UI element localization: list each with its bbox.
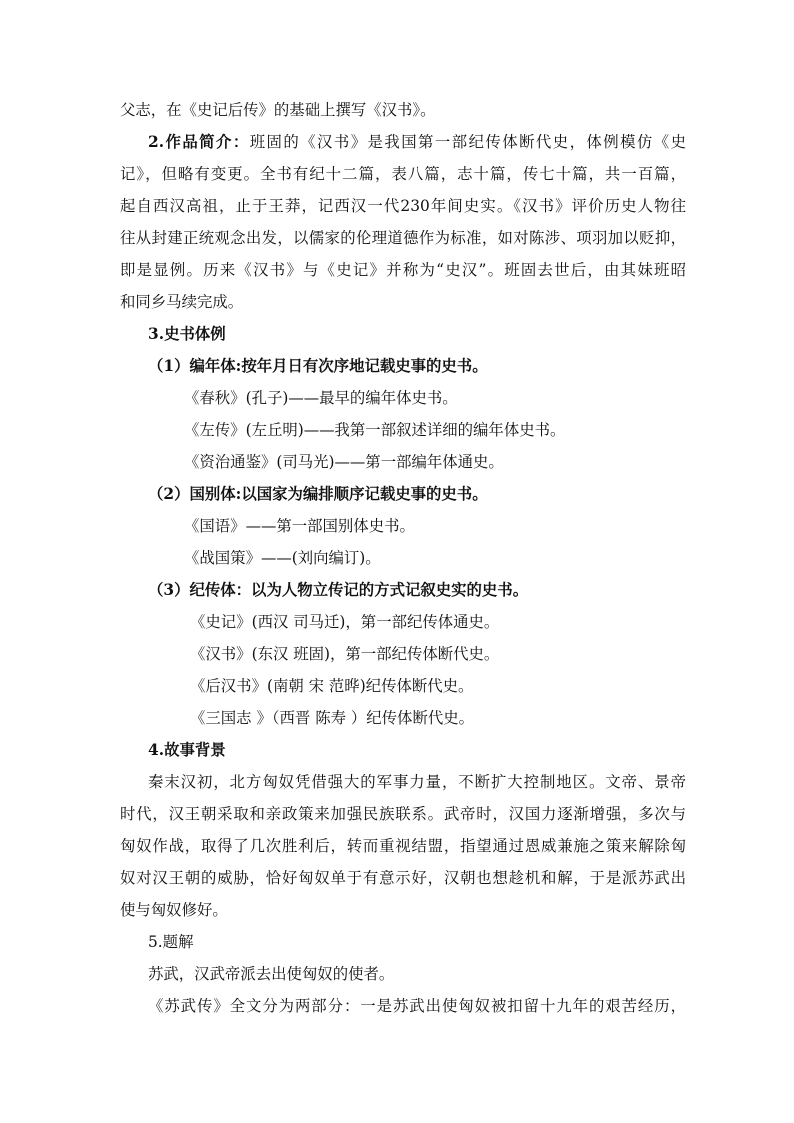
text-line: 《国语》——第一部国别体史书。 — [184, 517, 415, 535]
text-line: 3.史书体例 — [148, 325, 226, 343]
text-line: 4.故事背景 — [148, 741, 226, 759]
text-line: 起自西汉高祖，止于王莽，记西汉一代230年间史实。《汉书》评价历史人物往 — [120, 197, 686, 215]
text-line: （1）编年体:按年月日有次序地记载史事的史书。 — [148, 357, 488, 375]
line-heading: 2.作品简介： — [148, 133, 250, 151]
text-line: 秦末汉初，北方匈奴凭借强大的军事力量，不断扩大控制地区。文帝、景帝 — [148, 773, 686, 791]
text-line: 父志，在《史记后传》的基础上撰写《汉书》。 — [120, 101, 436, 119]
text-line: 时代，汉王朝采取和亲政策来加强民族联系。武帝时，汉国力逐渐增强，多次与 — [120, 805, 686, 823]
text-line: 苏武，汉武帝派去出使匈奴的使者。 — [148, 965, 395, 983]
text-line: 即是显例。历来《汉书》与《史记》并称为“史汉”。班固去世后，由其妹班昭 — [120, 261, 686, 279]
line-body: 班固的《汉书》是我国第一部纪传体断代史，体例模仿《史 — [249, 133, 686, 151]
text-line: 《战国策》——(刘向编订)。 — [184, 549, 381, 567]
text-line: 《后汉书》(南朝 宋 范晔)纪传体断代史。 — [190, 677, 474, 695]
text-line: 5.题解 — [148, 933, 194, 951]
text-line: 使与匈奴修好。 — [120, 901, 228, 919]
text-line: （2）国别体:以国家为编排顺序记载史事的史书。 — [148, 485, 488, 503]
text-line: 《春秋》(孔子)——最早的编年体史书。 — [184, 389, 458, 407]
text-line: 匈奴作战，取得了几次胜利后，转而重视结盟，指望通过恩威兼施之策来解除匈 — [120, 837, 686, 855]
text-line: 《三国志 》（西晋 陈寿 ）纪传体断代史。 — [190, 709, 475, 727]
text-line: 《汉书》(东汉 班固)，第一部纪传体断代史。 — [190, 645, 500, 663]
text-line: （3）纪传体：以为人物立传记的方式记叙史实的史书。 — [148, 581, 529, 599]
text-line: 往从封建正统观念出发，以儒家的伦理道德作为标准，如对陈涉、项羽加以贬抑， — [120, 229, 686, 247]
text-line: 奴对汉王朝的威胁，恰好匈奴单于有意示好，汉朝也想趁机和解，于是派苏武出 — [120, 869, 686, 887]
text-line: 《资治通鉴》(司马光)——第一部编年体通史。 — [184, 453, 504, 471]
text-line: 记》，但略有变更。全书有纪十二篇，表八篇，志十篇，传七十篇，共一百篇， — [120, 165, 686, 183]
text-line: 《苏武传》全文分为两部分：一是苏武出使匈奴被扣留十九年的艰苦经历， — [148, 997, 686, 1015]
text-line: 和同乡马续完成。 — [120, 293, 244, 311]
text-line: 《左传》(左丘明)——我第一部叙述详细的编年体史书。 — [184, 421, 566, 439]
text-line: 《史记》(西汉 司马迁)，第一部纪传体通史。 — [190, 613, 500, 631]
text-line — [148, 132, 686, 152]
